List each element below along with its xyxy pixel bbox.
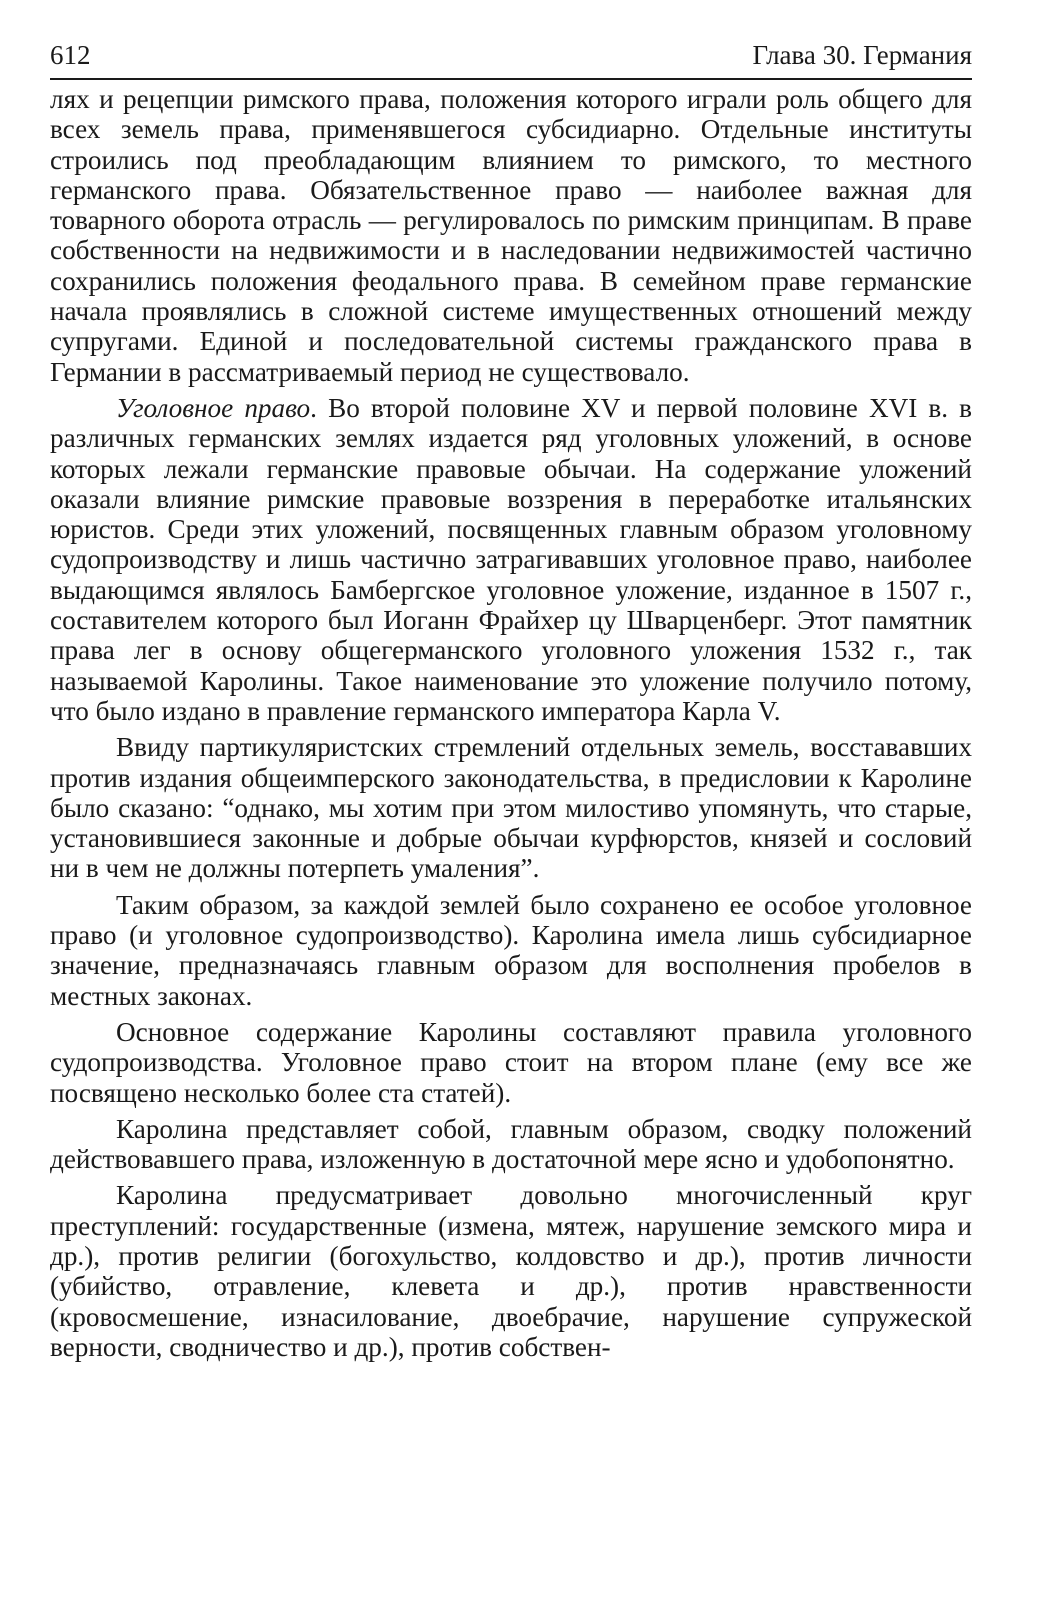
paragraph-text: Таким образом, за каждой землей было сохранено ее особое уголовное право (и уголовное судопроизводство). Каролина имела лишь субсидиарное значение, предназначаясь главным образом для восполнения пробелов в местных законах. xyxy=(50,889,972,1011)
paragraph-text: Каролина представляет собой, главным образом, сводку положений действовавшего права, изложенную в достаточной мере ясно и удобопонятно. xyxy=(50,1113,972,1175)
paragraph-1 xyxy=(50,84,972,387)
paragraph-3 xyxy=(50,732,972,883)
paragraph-text: Каролина предусматривает довольно многочисленный круг преступлений: государственные (измена, мятеж, нарушение земского мира и др.), против религии (богохульство, колдовство и др.), против личности (убийство, отравление, клевета и др.), против нравственности (кровосмешение, изнасилование, двоебрачие, нарушение супружеской верности, сводничество и др.), против собствен- xyxy=(50,1180,972,1362)
paragraph-6 xyxy=(50,1114,972,1175)
section-lead: Уголовное право xyxy=(116,392,311,423)
paragraph-2 xyxy=(50,393,972,726)
body-text xyxy=(50,84,972,1362)
page-number: 612 xyxy=(50,40,91,70)
paragraph-7 xyxy=(50,1180,972,1362)
chapter-title: Глава 30. Германия xyxy=(752,40,972,70)
running-head xyxy=(50,38,972,80)
paragraph-text: . Во второй половине XV и первой половине XVI в. в различных германских землях издается ряд уголовных уложений, в основе которых лежали германские правовые обычаи. На содержание уложений оказали влияние римские правовые воззрения в переработке итальянских юристов. Среди этих уложений, посвященных главным образом уголовному судопроизводству и лишь частично затрагивавших уголовное право, наиболее выдающимся являлось Бамбергское уголовное уложение, изданное в 1507 г., составителем которого был Иоганн Фрайхер цу Шварценберг. Этот памятник права лег в основу общегерманского уголовного уложения 1532 г., так называемой Каролины. Такое наименование это уложение получило потому, что было издано в правление германского императора Карла V. xyxy=(50,392,972,726)
paragraph-text: лях и рецепции римского права, положения которого играли роль общего для всех земель права, применявшегося субсидиарно. Отдельные институты строились под преобладающим влиянием то римского, то местного германского права. Обязательственное право — наиболее важная для товарного оборота отрасль — регулировалось по римским принципам. В праве собственности на недвижимости и в наследовании недвижимостей частично сохранились положения феодального права. В семейном праве германские начала проявлялись в сложной системе имущественных отношений между супругами. Единой и последовательной системы гражданского права в Германии в рассматриваемый период не существовало. xyxy=(50,84,972,387)
book-page xyxy=(50,38,972,1362)
paragraph-4 xyxy=(50,890,972,1011)
paragraph-text: Ввиду партикуляристских стремлений отдельных земель, восстававших против издания общеимперского законодательства, в предисловии к Каролине было сказано: “однако, мы хотим при этом милостиво упомянуть, что старые, установившиеся законные и добрые обычаи курфюрстов, князей и сословий ни в чем не должны потерпеть умаления”. xyxy=(50,732,972,884)
paragraph-5 xyxy=(50,1017,972,1108)
paragraph-text: Основное содержание Каролины составляют правила уголовного судопроизводства. Уголовное право стоит на втором плане (ему все же посвящено несколько более ста статей). xyxy=(50,1016,972,1108)
